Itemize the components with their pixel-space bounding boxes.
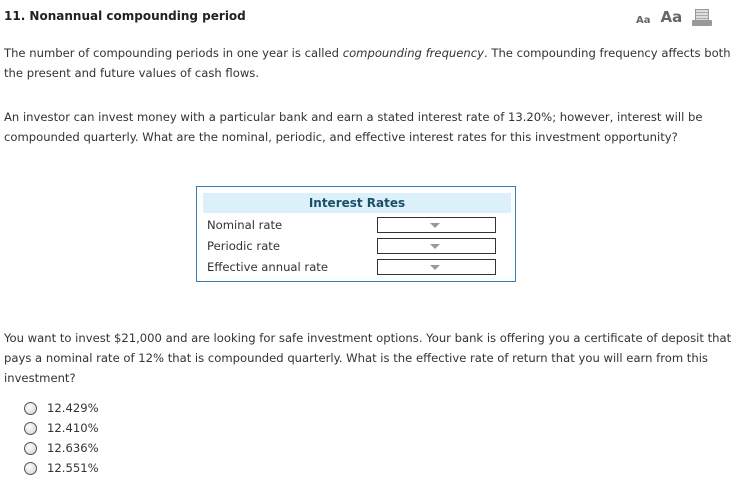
option-label: 12.636% <box>47 441 99 455</box>
row-label: Nominal rate <box>207 218 283 232</box>
radio-button[interactable] <box>24 402 37 415</box>
nominal-rate-dropdown[interactable] <box>377 217 496 233</box>
row-label: Periodic rate <box>207 239 280 253</box>
option-label: 12.551% <box>47 461 99 475</box>
scenario-paragraph: An investor can invest money with a particular bank and earn a stated interest rate of 13.20%; however, interest will be compounded quarterly. What are the nominal, periodic, and effective interest rates for this investment opportunity? <box>4 110 703 144</box>
intro-text-2: . The compounding frequency affects both the present and future values of cash flows. <box>4 46 731 80</box>
effective-rate-dropdown[interactable] <box>377 259 496 275</box>
table-row <box>207 215 507 235</box>
periodic-rate-dropdown[interactable] <box>377 238 496 254</box>
intro-term: compounding frequency <box>342 46 484 60</box>
radio-button[interactable] <box>24 422 37 435</box>
decrease-font-button[interactable]: Aa <box>636 15 651 26</box>
table-header: Interest Rates <box>203 193 511 213</box>
answer-option[interactable] <box>24 458 99 478</box>
increase-font-button[interactable]: Aa <box>660 8 683 26</box>
answer-option[interactable] <box>24 418 99 438</box>
radio-button[interactable] <box>24 462 37 475</box>
intro-text: The number of compounding periods in one year is called <box>4 46 343 60</box>
question2-paragraph: You want to invest $21,000 and are looking for safe investment options. Your bank is offering you a certificate of deposit that pays a nominal rate of 12% that is compounded quarterly. What is the effective rate of return that you will earn from this investment? <box>4 331 732 385</box>
chevron-down-icon <box>430 244 440 249</box>
print-icon[interactable] <box>692 9 712 26</box>
answer-option[interactable] <box>24 438 99 458</box>
radio-button[interactable] <box>24 442 37 455</box>
option-label: 12.410% <box>47 421 99 435</box>
answer-option[interactable] <box>24 398 99 418</box>
table-row <box>207 257 507 277</box>
intro-paragraph <box>4 43 744 83</box>
chevron-down-icon <box>430 223 440 228</box>
row-label: Effective annual rate <box>207 260 328 274</box>
option-label: 12.429% <box>47 401 99 415</box>
question-title: 11. Nonannual compounding period <box>4 9 246 23</box>
interest-rates-table <box>196 186 516 282</box>
table-row <box>207 236 507 256</box>
chevron-down-icon <box>430 265 440 270</box>
toolbar <box>636 8 712 26</box>
